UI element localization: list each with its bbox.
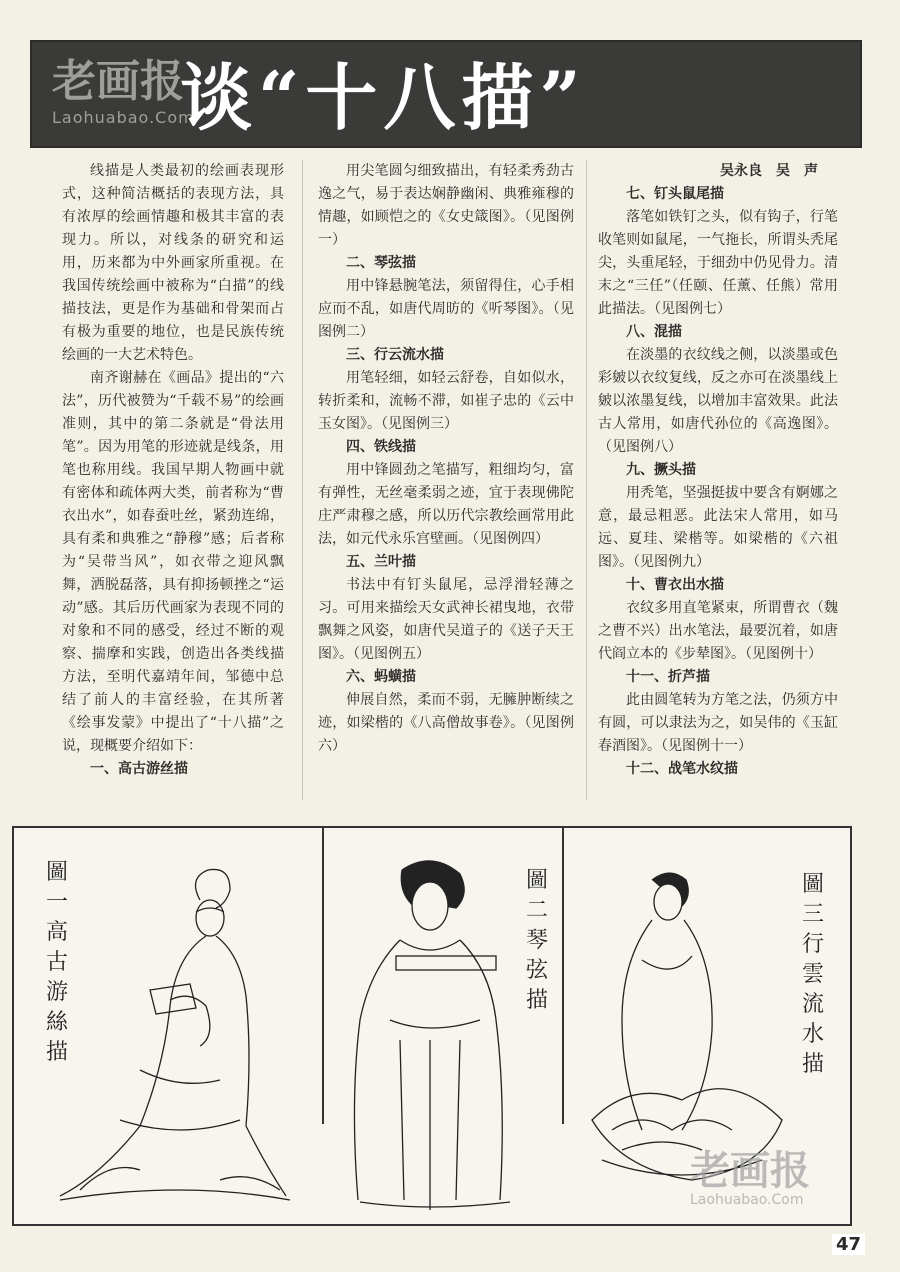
watermark-text: 老画报: [52, 56, 184, 107]
watermark-logo: [52, 58, 195, 127]
figure-1-drawing: [20, 860, 320, 1220]
column-divider: [586, 160, 587, 800]
column-divider: [302, 160, 303, 800]
figure-caption-3: 圖三行雲流水描: [801, 872, 824, 1077]
paragraph: 用笔轻细，如轻云舒卷，自如似水，转折柔和，流畅不滞，如崔子忠的《云中玉女图》。（见图例三）: [318, 370, 574, 432]
paragraph: 南齐谢赫在《画品》提出的“六法”，历代被赞为“千载不易”的绘画准则，其中的第二条就是“骨法用笔”。因为用笔的形迹就是线条，用笔也称用线。我国早期人物画中就有密体和疏体两大类，前者称为“曹衣出水”，如春蚕吐丝，紧劲连绵，具有柔和典雅之“静穆”感；后者称为“吴带当风”，如衣带之迎风飘舞，洒脱磊落，具有抑扬顿挫之“运动”感。其后历代画家为表现不同的对象和不同的感受，经过不断的观察、揣摩和实践，创造出各类线描方法，至明代嘉靖年间，邹德中总结了前人的丰富经验，在其所著《绘事发蒙》中提出了“十八描”之说，现概要介绍如下：: [62, 370, 284, 754]
section-heading: 一、高古游丝描: [90, 761, 188, 777]
article-title: 谈“十八描”: [180, 55, 587, 140]
paragraph: 线描是人类最初的绘画表现形式，这种简洁概括的表现方法，具有浓厚的绘画情趣和极其丰富的表现力。所以，对线条的研究和运用，历来都为中外画家所重视。在我国传统绘画中被称为“白描”的线描技法，更是作为基础和骨架而占有极为重要的地位，也是民族传统绘画的一大艺术特色。: [62, 163, 284, 363]
text-column-1: [62, 160, 284, 781]
section-heading: 七、钉头鼠尾描: [626, 186, 724, 202]
paragraph: 落笔如铁钉之头，似有钩子，行笔收笔则如鼠尾，一气拖长，所谓头秃尾尖，头重尾轻，于细劲中仍见骨力。清末之“三任”（任颐、任薰、任熊）常用此描法。（见图例七）: [598, 209, 838, 317]
text-column-3: [598, 160, 838, 781]
section-heading: 二、琴弦描: [346, 255, 416, 271]
watermark-text: 老画报: [690, 1148, 810, 1194]
figure-divider: [322, 826, 324, 1124]
section-heading: 六、蚂蟥描: [346, 669, 416, 685]
figure-caption-1: 圖一高古游絲描: [45, 860, 68, 1065]
watermark-url: Laohuabao.Com: [690, 1192, 804, 1208]
paragraph: 用中锋悬腕笔法，须留得住，心手相应而不乱，如唐代周昉的《听琴图》。（见图例二）: [318, 278, 574, 340]
author-byline: 吴永良 吴 声: [720, 163, 818, 179]
section-heading: 三、行云流水描: [346, 347, 444, 363]
page-number: 47: [832, 1234, 865, 1255]
paragraph: 用秃笔，坚强挺拔中要含有婀娜之意，最忌粗恶。此法宋人常用，如马远、夏珪、梁楷等。如梁楷的《六祖图》。（见图例九）: [598, 485, 838, 570]
section-heading: 四、铁线描: [346, 439, 416, 455]
section-heading: 五、兰叶描: [346, 554, 416, 570]
paragraph: 用中锋圆劲之笔描写，粗细均匀，富有弹性，无丝毫柔弱之迹，宜于表现佛陀庄严肃穆之感，所以历代宗教绘画常用此法，如元代永乐宫壁画。（见图例四）: [318, 462, 574, 547]
section-heading: 十二、战笔水纹描: [626, 761, 738, 777]
footer-watermark: [690, 1150, 810, 1208]
watermark-url: Laohuabao.Com: [52, 108, 195, 127]
paragraph: 此由圆笔转为方笔之法，仍须方中有圆，可以隶法为之，如吴伟的《玉缸春酒图》。（见图例十一）: [598, 692, 838, 754]
text-column-2: [318, 160, 574, 758]
figure-divider: [562, 826, 564, 1124]
paragraph: 用尖笔圆匀细致描出，有轻柔秀劲古逸之气，易于表达娴静幽闲、典雅雍穆的情趣，如顾恺之的《女史箴图》。（见图例一）: [318, 163, 574, 248]
section-heading: 八、混描: [626, 324, 682, 340]
paragraph: 书法中有钉头鼠尾，忌浮滑轻薄之习。可用来描绘天女武神长裙曳地，衣带飘舞之风姿，如唐代吴道子的《送子天王图》。（见图例五）: [318, 577, 574, 662]
figure-caption-2: 圖二琴弦描: [525, 868, 548, 1013]
section-heading: 十一、折芦描: [626, 669, 710, 685]
paragraph: 衣纹多用直笔紧束，所谓曹衣（魏之曹不兴）出水笔法，最要沉着，如唐代阎立本的《步辇图》。（见图例十）: [598, 600, 838, 662]
section-heading: 十、曹衣出水描: [626, 577, 724, 593]
paragraph: 伸展自然，柔而不弱，无臃肿断续之迹，如梁楷的《八高僧故事卷》。（见图例六）: [318, 692, 574, 754]
figure-2-drawing: [330, 850, 550, 1220]
paragraph: 在淡墨的衣纹线之侧，以淡墨或色彩皴以衣纹复线，反之亦可在淡墨线上皴以浓墨复线，以增加丰富效果。此法古人常用，如唐代孙位的《高逸图》。（见图例八）: [598, 347, 838, 455]
section-heading: 九、撅头描: [626, 462, 696, 478]
